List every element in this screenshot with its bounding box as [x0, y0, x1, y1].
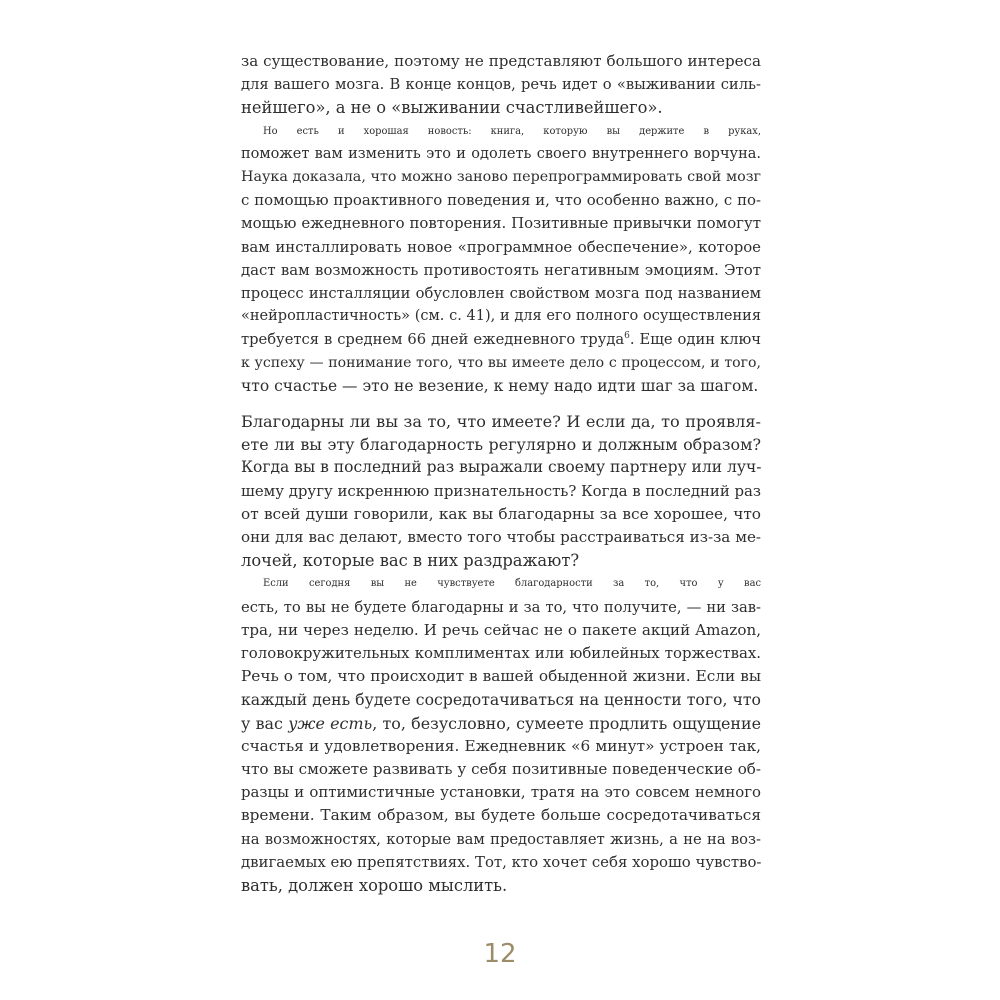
text-line: поможет вам изменить это и одолеть своего внутреннего ворчуна. — [241, 145, 761, 162]
text-line: Речь о том, что происходит в вашей обыденной жизни. Если вы — [241, 667, 761, 686]
text-line: от всей души говорили, как вы благодарны за все хорошее, что — [241, 504, 761, 523]
text-line: для вашего мозга. В конце концов, речь идет о «выживании силь- — [241, 76, 761, 94]
text-line: даст вам возможность противостоять негативным эмоциям. Этот — [241, 260, 761, 279]
lower-text-block — [241, 410, 761, 897]
text-line: что вы сможете развивать у себя позитивные поведенческие об- — [241, 760, 761, 779]
text-line: Благодарны ли вы за то, что имеете? И если да, то проявля- — [241, 412, 761, 431]
text-line: Когда вы в последний раз выражали своему партнеру или луч- — [241, 458, 762, 477]
text-line: Наука доказала, что можно заново перепрограммировать свой мозг — [241, 169, 761, 186]
text-line: процесс инсталляции обусловлен свойством мозга под названием — [241, 285, 761, 303]
text-line: на возможностях, которые вам предоставляет жизнь, а не на воз- — [241, 830, 761, 848]
text-line: что счастье — это не везение, к нему надо идти шаг за шагом. — [241, 376, 759, 395]
text-line: с помощью проактивного поведения и, что особенно важно, с по- — [241, 191, 761, 210]
text-line: за существование, поэтому не представляют большого интереса — [241, 52, 761, 70]
text-line: лочей, которые вас в них раздражают? — [241, 551, 580, 571]
text-line: разцы и оптимистичные установки, тратя на это совсем немного — [241, 783, 761, 802]
text-line: шему другу искреннюю признательность? Когда в последний раз — [241, 481, 762, 500]
text-line: мощью ежедневного повторения. Позитивные привычки помогут — [241, 214, 761, 233]
text-line: двигаемых ею препятствиях. Тот, кто хочет себя хорошо чувство- — [241, 852, 762, 871]
text-line: каждый день будете сосредотачиваться на ценности того, что — [241, 690, 761, 710]
text-fragment: у вас — [241, 713, 289, 733]
text-line: счастья и удовлетворения. Ежедневник «6 минут» устроен так, — [241, 736, 761, 755]
text-fragment: . Еще один ключ — [629, 331, 761, 349]
text-fragment: , то, безусловно, сумеете продлить ощущение — [372, 713, 761, 733]
emphasis-text: уже есть — [288, 713, 373, 733]
text-line: Но есть и хорошая новость: книга, которую вы держите в руках, — [263, 125, 761, 137]
text-line-with-footnote — [241, 328, 761, 351]
text-line: «нейропластичность» (см. с. 41), и для его полного осуществления — [241, 308, 761, 325]
text-line: есть, то вы не будете благодарны и за то, что получите, — ни зав- — [241, 598, 761, 616]
upper-text-block — [241, 50, 761, 398]
text-line: ете ли вы эту благодарность регулярно и должным образом? — [241, 435, 761, 455]
footnote-marker: 6 — [624, 331, 630, 342]
text-line: нейшего», а не о «выживании счастливейшего». — [241, 98, 663, 118]
text-line: они для вас делают, вместо того чтобы расстраиваться из-за ме- — [241, 528, 761, 547]
text-line: вам инсталлировать новое «программное обеспечение», которое — [241, 237, 761, 256]
text-fragment: требуется в среднем 66 дней ежедневного труда — [241, 331, 625, 349]
text-line: времени. Таким образом, вы будете больше сосредотачиваться — [241, 806, 761, 825]
text-line-with-emphasis — [241, 712, 761, 735]
text-line: к успеху — понимание того, что вы имеете дело с процессом, и того, — [241, 354, 761, 371]
text-line: вать, должен хорошо мыслить. — [241, 876, 508, 896]
text-line: Если сегодня вы не чувствуете благодарности за то, что у вас — [263, 578, 761, 590]
page-number: 12 — [483, 939, 517, 969]
text-line: тра, ни через неделю. И речь сейчас не о пакете акций Amazon, — [241, 620, 761, 639]
text-line: головокружительных комплиментах или юбилейных торжествах. — [241, 644, 761, 663]
